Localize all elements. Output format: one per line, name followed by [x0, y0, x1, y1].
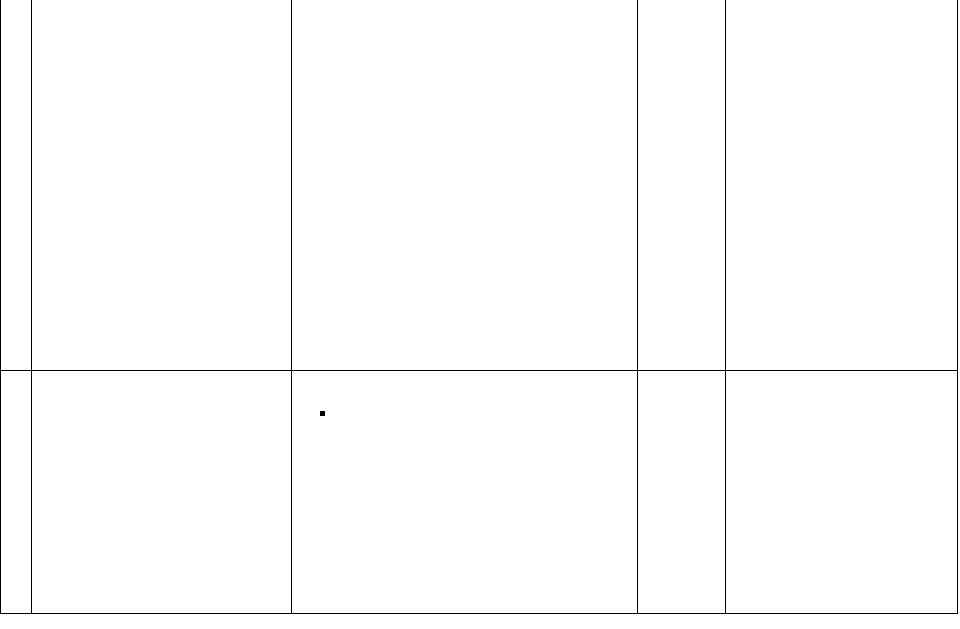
table-border-bottom — [0, 613, 958, 614]
table-border-left — [0, 0, 1, 614]
table-col-divider-4 — [725, 0, 726, 614]
table-border-right — [957, 0, 958, 614]
table-col-divider-2 — [291, 0, 292, 614]
table-col-divider-3 — [637, 0, 638, 614]
table-col-divider-1 — [31, 0, 32, 614]
table-row-divider — [0, 370, 958, 371]
